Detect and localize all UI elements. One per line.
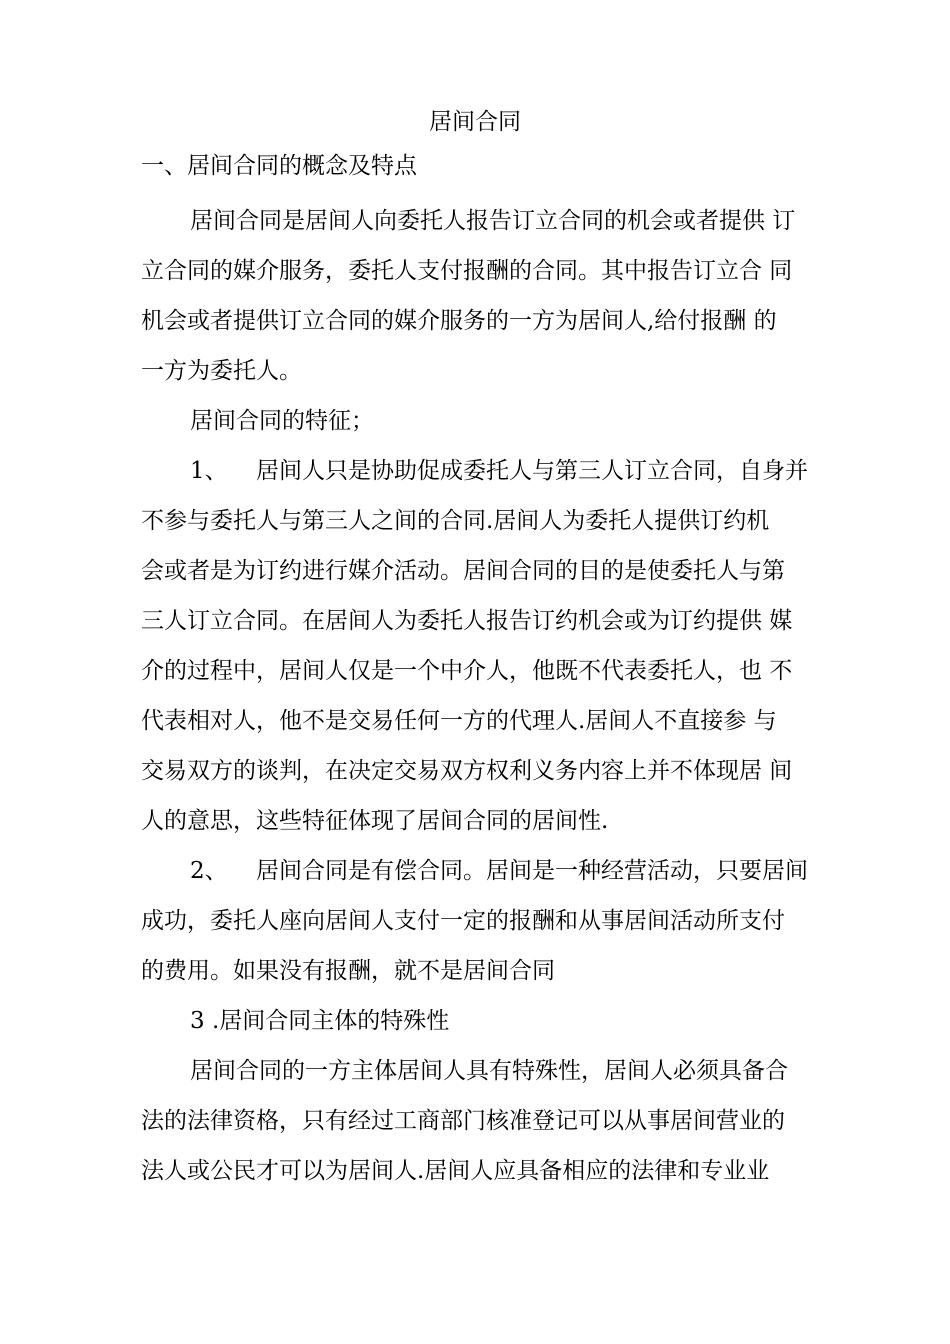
text-line <box>141 496 816 546</box>
line-text: 法的法律资格，只有经过工商部门核准登记可以从事居间营业的 <box>141 1108 785 1134</box>
line-text: 成功，委托人座向居间人支付一定的报酬和从事居间活动所支付 <box>141 908 785 934</box>
line-text: 机会或者提供订立合同的媒介服务的一方为居间人,给付报酬 的 <box>141 308 777 334</box>
line-text: 居间合同是有偿合同。居间是一种经营活动，只要居间 <box>256 858 808 884</box>
line-text: 居间合同是居间人向委托人报告订立合同的机会或者提供 订 <box>190 208 796 234</box>
text-line <box>141 946 816 996</box>
line-text: 居间合同的特征； <box>190 408 374 434</box>
text-line <box>141 546 816 596</box>
line-text: 代表相对人，他不是交易任何一方的代理人.居间人不直接参 与 <box>141 708 777 734</box>
text-line <box>141 346 816 396</box>
text-line <box>141 396 816 446</box>
document-body <box>141 196 816 1196</box>
text-line <box>141 796 816 846</box>
text-line <box>141 446 816 496</box>
line-text: 介的过程中，居间人仅是一个中介人，他既不代表委托人，也 不 <box>141 658 793 684</box>
list-number: 1、 <box>190 458 228 484</box>
text-line <box>141 746 816 796</box>
line-text: 立合同的媒介服务，委托人支付报酬的合同。其中报告订立合 同 <box>141 258 793 284</box>
line-text: 一方为委托人。 <box>141 358 302 384</box>
text-line <box>141 846 816 896</box>
line-text: 的费用。如果没有报酬，就不是居间合同 <box>141 958 555 984</box>
text-line <box>141 996 816 1046</box>
line-text: 交易双方的谈判，在决定交易双方权利义务内容上并不体现居 间 <box>141 758 793 784</box>
text-line <box>141 296 816 346</box>
line-text: 不参与委托人与第三人之间的合同.居间人为委托人提供订约机 <box>141 508 770 534</box>
list-number: 2、 <box>190 858 228 884</box>
text-line <box>141 1146 816 1196</box>
line-text: 居间人只是协助促成委托人与第三人订立合同，自身并 <box>256 458 808 484</box>
text-line <box>141 1096 816 1146</box>
text-line <box>141 696 816 746</box>
text-line <box>141 1046 816 1096</box>
text-line <box>141 596 816 646</box>
text-line <box>141 246 816 296</box>
line-text: 3 .居间合同主体的特殊性 <box>190 1008 450 1034</box>
section-heading: 一、居间合同的概念及特点 <box>141 153 417 179</box>
document-title: 居间合同 <box>429 109 521 135</box>
text-line <box>141 896 816 946</box>
line-text: 法人或公民才可以为居间人.居间人应具备相应的法律和专业业 <box>141 1158 770 1184</box>
line-text: 三人订立合同。在居间人为委托人报告订约机会或为订约提供 媒 <box>141 608 793 634</box>
text-line <box>141 196 816 246</box>
line-text: 人的意思，这些特征体现了居间合同的居间性. <box>141 808 609 834</box>
text-line <box>141 646 816 696</box>
line-text: 居间合同的一方主体居间人具有特殊性，居间人必须具备合 <box>190 1058 788 1084</box>
line-text: 会或者是为订约进行媒介活动。居间合同的目的是使委托人与第 <box>141 558 785 584</box>
